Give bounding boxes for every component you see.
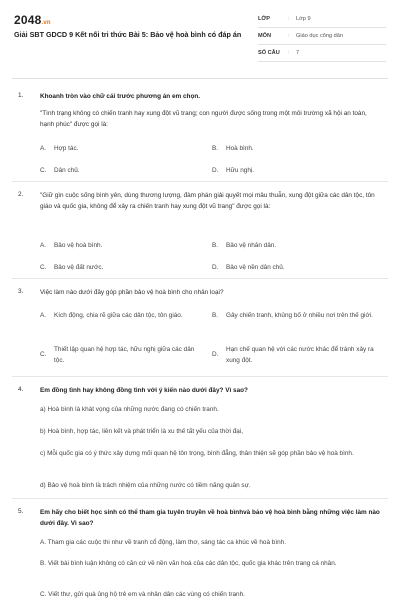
option-letter: B. [212,242,219,249]
question-number: 1. [18,92,24,99]
meta-value: Lớp 9 [296,16,311,22]
option-b [212,144,376,155]
option-letter: C. [40,351,47,359]
option-b [212,241,376,252]
option-text: Hữu nghị. [226,167,255,174]
option-text: Hợp tác. [54,145,79,152]
document-page [12,10,388,596]
option-letter: A. [40,242,47,249]
option-text: Hoà bình. [226,145,254,152]
option-b [212,311,376,322]
question-prompt: Em đồng tình hay không đồng tình với ý kiến nào dưới đây? Vì sao? [40,387,248,394]
question-prompt: "Giữ gìn cuộc sống bình yên, dùng thương lượng, đàm phán giải quyết mọi mâu thuẫn, xung đột giữa các dân tộc, tôn giáo và quốc gia, không để xảy ra chiến tranh hay xung đột vũ trang" được gọi là: [40,192,375,210]
document-header [12,10,388,72]
answer-item: c) Mỗi quốc gia có ý thức xây dựng mối quan hệ tôn trọng, bình đẳng, thân thiện sẽ góp phần bảo vệ hoà bình. [40,450,354,457]
meta-table [258,11,386,62]
question-number: 2. [18,191,24,198]
option-letter: D. [212,264,219,271]
option-d [212,166,376,177]
option-text: Gây chiến tranh, khủng bố ở nhiều nơi trên thế giới. [226,312,373,319]
question-divider [12,376,388,377]
answer-item: C. Viết thư, gửi quà ủng hộ trẻ em và nhân dân các vùng có chiến tranh. [40,591,245,598]
option-c [40,166,204,177]
option-letter: B. [212,145,219,152]
question-prompt: Việc làm nào dưới đây góp phần bảo vệ hoà bình cho nhân loại? [40,289,224,296]
meta-separator: : [288,33,290,39]
meta-value: Giáo dục công dân [296,33,343,39]
option-text: Bảo vệ nền dân chủ. [226,264,285,271]
option-text: Hạn chế quan hệ với các nước khác để tránh xảy ra xung đột. [226,346,374,364]
question-divider [12,498,388,499]
logo-suffix: .vn [41,20,51,26]
option-letter: D. [212,351,219,359]
option-letter: C. [40,167,47,174]
option-a [40,311,204,322]
question-prompt: Em hãy cho biết học sinh có thể tham gia tuyên truyền về hoà bìnhvà bảo vệ hoà bình bằng những việc làm nào dưới đây. Vì sao? [40,509,380,527]
option-text: Bảo vệ hoà bình. [54,242,103,249]
question-divider [12,278,388,279]
option-text: Bảo vệ nhân dân. [226,242,277,249]
question-number: 4. [18,386,24,393]
meta-key: LỚP [258,16,270,22]
option-c [40,345,204,366]
option-text: Bảo vệ đất nước. [54,264,104,271]
meta-key: SỐ CÂU [258,50,280,56]
question-prompt: Khoanh tròn vào chữ cái trước phương án em chọn. [40,93,201,100]
option-letter: B. [212,312,219,319]
option-text: Kích động, chia rẽ giữa các dân tộc, tôn giáo. [54,312,183,319]
option-d [212,345,376,366]
option-letter: C. [40,264,47,271]
answer-item: d) Bảo vệ hoà bình là trách nhiệm của những nước có tiềm năng quân sự. [40,482,251,489]
meta-separator: : [288,50,290,56]
document-title: Giải SBT GDCD 9 Kết nối tri thức Bài 5: Bảo vệ hoà bình có đáp án [14,30,242,39]
meta-row-count [258,45,386,62]
option-letter: A. [40,312,47,319]
option-c [40,263,204,274]
meta-key: MÔN [258,33,272,39]
site-logo[interactable] [14,13,51,27]
option-d [212,263,376,274]
logo-main: 2048 [14,13,42,27]
meta-separator: : [288,16,290,22]
meta-row-grade [258,11,386,28]
question-number: 5. [18,508,24,515]
answer-item: A. Tham gia các cuộc thi như về tranh cổ động, làm thơ, sáng tác ca khúc về hoà bình. [40,539,287,546]
answer-item: B. Viết bài bình luận không có căn cứ về nền văn hoá của các dân tộc, quốc gia khác trên trang cá nhân. [40,560,337,567]
question-number: 3. [18,288,24,295]
answer-item: a) Hoà bình là khát vọng của những nước đang có chiến tranh. [40,406,219,413]
option-letter: D. [212,167,219,174]
answer-item: b) Hoà bình, hợp tác, liên kết và phát triển là xu thế tất yếu của thời đại, [40,428,244,435]
meta-value: 7 [296,50,300,56]
option-letter: A. [40,145,47,152]
meta-row-subject [258,28,386,45]
question-stem: "Tình trạng không có chiến tranh hay xung đột vũ trang; con người được sống trong một môi trường xã hội an toàn, hạnh phúc" được gọi là: [40,110,367,128]
header-divider [12,78,388,79]
option-a [40,241,204,252]
question-divider [12,181,388,182]
option-text: Thiết lập quan hệ hợp tác, hữu nghị giữa các dân tộc. [54,346,195,364]
option-text: Dân chủ. [54,167,80,174]
option-a [40,144,204,155]
